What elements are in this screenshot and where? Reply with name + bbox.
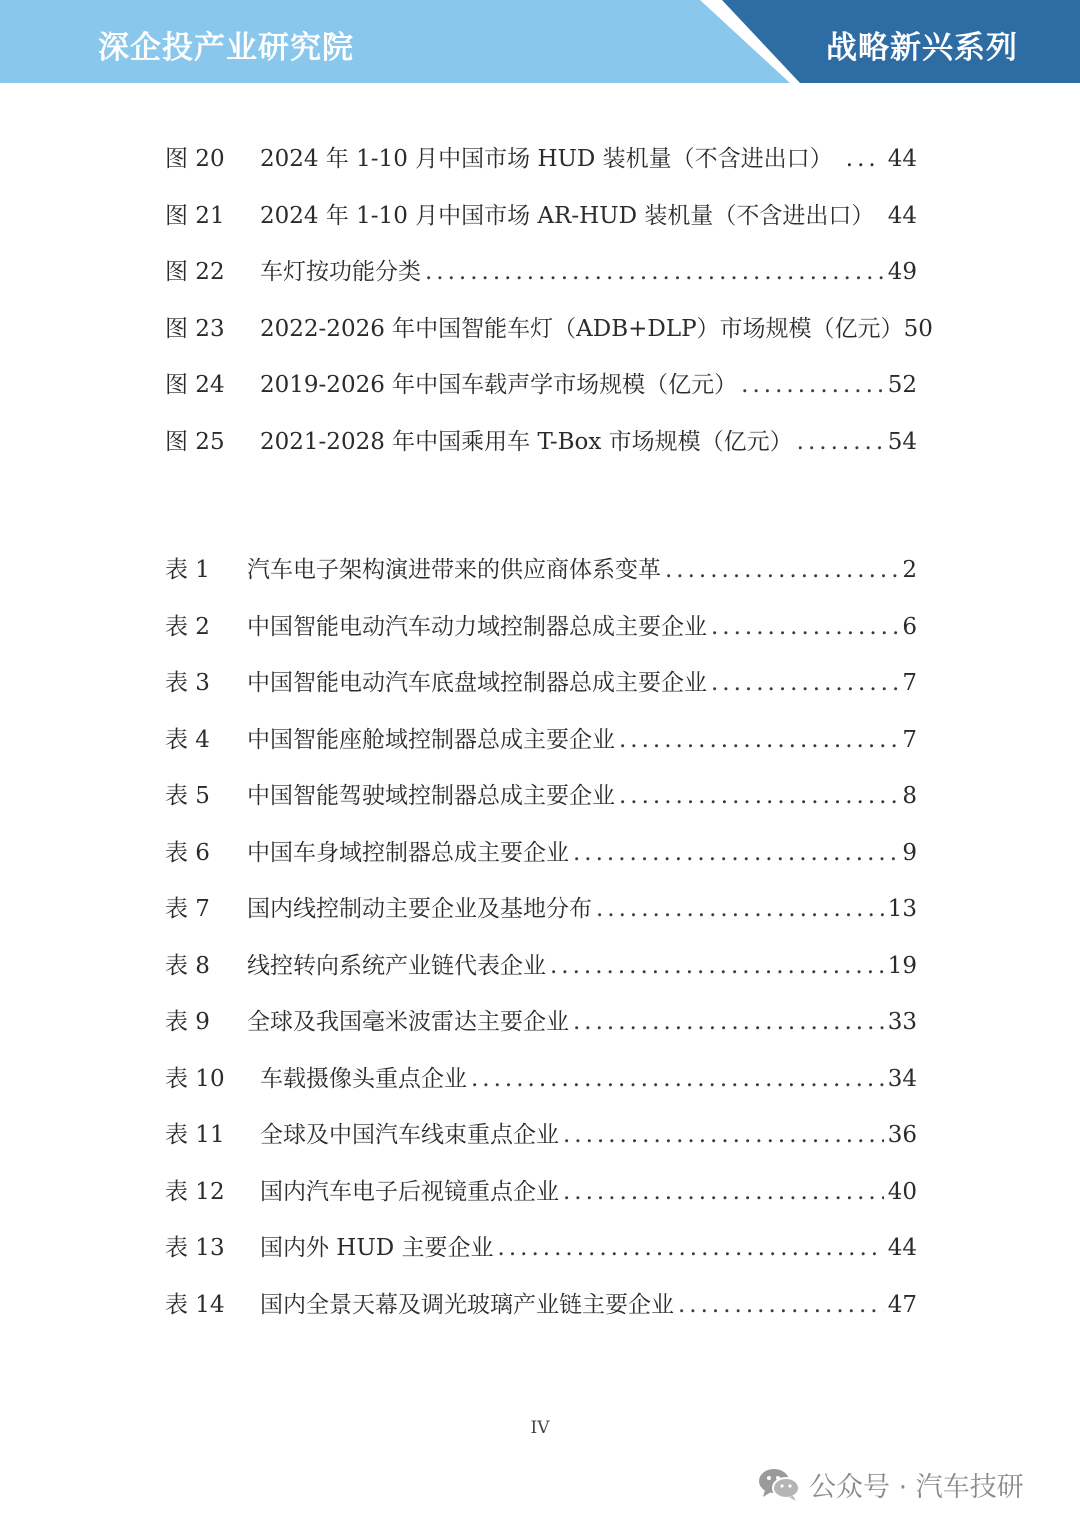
entry-label: 表 6 (165, 840, 210, 866)
toc-entry-figure-20[interactable] (165, 139, 917, 179)
entry-leader (425, 252, 884, 292)
watermark-text: 公众号 · 汽车技研 (809, 1471, 1024, 1503)
entry-title: 2024 年 1-10 月中国市场 HUD 装机量（不含进出口） (260, 146, 833, 172)
toc-entry-table-14[interactable] (165, 1285, 917, 1325)
entry-label: 表 10 (165, 1066, 225, 1092)
toc-entry-table-10[interactable] (165, 1059, 917, 1099)
entry-title: 2019-2026 年中国车载声学市场规模（亿元） (260, 372, 738, 398)
entry-leader: ... (845, 146, 880, 172)
entry-title: 国内外 HUD 主要企业 (260, 1235, 494, 1261)
entry-page: 49 (887, 259, 917, 285)
toc-entry-table-7[interactable] (165, 889, 917, 929)
toc-entry-table-3[interactable] (165, 663, 917, 703)
entry-label: 表 5 (165, 783, 210, 809)
entry-leader (498, 1228, 884, 1268)
entry-leader (550, 946, 884, 986)
entry-label: 表 7 (165, 896, 210, 922)
entry-leader (573, 1002, 884, 1042)
entry-page: 40 (887, 1179, 917, 1205)
entry-title: 全球及我国毫米波雷达主要企业 (247, 1009, 569, 1035)
entry-label: 表 12 (165, 1179, 225, 1205)
entry-title: 车灯按功能分类 (260, 259, 421, 285)
entry-label: 表 8 (165, 953, 210, 979)
entry-leader (563, 1115, 884, 1155)
entry-label: 图 21 (165, 203, 225, 229)
page-header (0, 0, 1080, 83)
entry-label: 表 2 (165, 614, 210, 640)
entry-title: 车载摄像头重点企业 (260, 1066, 467, 1092)
toc-entry-figure-25[interactable] (165, 422, 917, 462)
entry-leader (563, 1172, 884, 1212)
entry-title: 中国智能驾驶域控制器总成主要企业 (247, 783, 615, 809)
entry-page: 44 (887, 146, 917, 172)
entry-label: 图 22 (165, 259, 225, 285)
entry-label: 表 11 (165, 1122, 225, 1148)
wechat-icon (757, 1466, 801, 1502)
entry-title: 2021-2028 年中国乘用车 T-Box 市场规模（亿元） (260, 429, 793, 455)
entry-page: 19 (887, 953, 917, 979)
page-number: IV (530, 1418, 550, 1438)
toc-entry-figure-24[interactable] (165, 365, 917, 405)
entry-page: 52 (887, 372, 917, 398)
entry-label: 表 4 (165, 727, 210, 753)
entry-page: 6 (902, 614, 917, 640)
entry-leader (619, 776, 898, 816)
entry-title: 2024 年 1-10 月中国市场 AR-HUD 装机量（不含进出口） (260, 203, 875, 229)
entry-label: 图 20 (165, 146, 225, 172)
entry-page: 7 (902, 670, 917, 696)
toc-entry-table-9[interactable] (165, 1002, 917, 1042)
toc-entry-figure-22[interactable] (165, 252, 917, 292)
entry-leader (711, 663, 898, 703)
entry-leader (741, 365, 884, 405)
watermark (757, 1462, 1024, 1506)
entry-title: 全球及中国汽车线束重点企业 (260, 1122, 559, 1148)
entry-page: 33 (887, 1009, 917, 1035)
entry-leader (573, 833, 898, 873)
entry-leader (619, 720, 898, 760)
entry-page: 50 (903, 316, 933, 342)
entry-page: 36 (887, 1122, 917, 1148)
entry-title: 国内线控制动主要企业及基地分布 (247, 896, 592, 922)
entry-page: 13 (887, 896, 917, 922)
toc-entry-table-5[interactable] (165, 776, 917, 816)
entry-label: 表 3 (165, 670, 210, 696)
entry-title: 国内汽车电子后视镜重点企业 (260, 1179, 559, 1205)
entry-leader (797, 422, 884, 462)
entry-leader (678, 1285, 884, 1325)
entry-page: 7 (902, 727, 917, 753)
toc-entry-table-4[interactable] (165, 720, 917, 760)
entry-title: 中国智能座舱域控制器总成主要企业 (247, 727, 615, 753)
entry-page: 8 (902, 783, 917, 809)
toc-entry-figure-21[interactable] (165, 196, 917, 236)
entry-title: 中国车身域控制器总成主要企业 (247, 840, 569, 866)
entry-leader (711, 607, 898, 647)
entry-title: 中国智能电动汽车底盘域控制器总成主要企业 (247, 670, 707, 696)
toc-entry-figure-23[interactable] (165, 309, 933, 349)
toc-entry-table-1[interactable] (165, 550, 917, 590)
entry-label: 表 1 (165, 557, 210, 583)
toc-entry-table-8[interactable] (165, 946, 917, 986)
series-title: 战略新兴系列 (826, 30, 1018, 66)
entry-title: 2022-2026 年中国智能车灯（ADB+DLP）市场规模（亿元） (260, 316, 904, 342)
entry-page: 34 (887, 1066, 917, 1092)
entry-label: 表 13 (165, 1235, 225, 1261)
entry-title: 中国智能电动汽车动力域控制器总成主要企业 (247, 614, 707, 640)
entry-page: 44 (887, 1235, 917, 1261)
entry-label: 图 24 (165, 372, 225, 398)
entry-title: 汽车电子架构演进带来的供应商体系变革 (247, 557, 661, 583)
toc-entry-table-11[interactable] (165, 1115, 917, 1155)
entry-page: 9 (902, 840, 917, 866)
toc-entry-table-2[interactable] (165, 607, 917, 647)
entry-label: 表 9 (165, 1009, 210, 1035)
entry-page: 44 (887, 203, 917, 229)
entry-leader (471, 1059, 884, 1099)
entry-label: 图 23 (165, 316, 225, 342)
toc-entry-table-13[interactable] (165, 1228, 917, 1268)
entry-page: 54 (887, 429, 917, 455)
org-title: 深企投产业研究院 (98, 30, 354, 66)
toc-entry-table-6[interactable] (165, 833, 917, 873)
toc-entry-table-12[interactable] (165, 1172, 917, 1212)
entry-title: 国内全景天幕及调光玻璃产业链主要企业 (260, 1292, 674, 1318)
entry-label: 表 14 (165, 1292, 225, 1318)
entry-leader (596, 889, 884, 929)
entry-page: 2 (902, 557, 917, 583)
entry-label: 图 25 (165, 429, 225, 455)
entry-page: 47 (887, 1292, 917, 1318)
entry-title: 线控转向系统产业链代表企业 (247, 953, 546, 979)
entry-leader (665, 550, 898, 590)
